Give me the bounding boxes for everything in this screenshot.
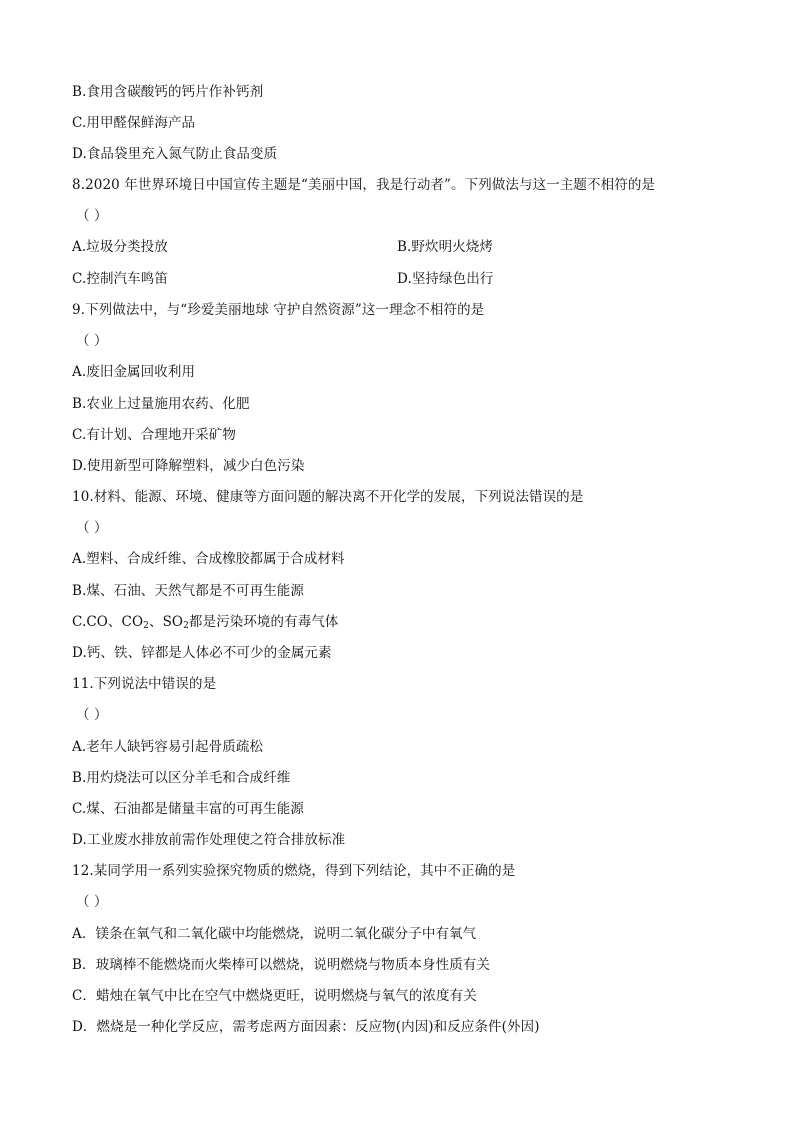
q12-answer-paren: （ ） <box>76 894 108 910</box>
q8-option-a: A.垃圾分类投放 <box>72 239 168 255</box>
q11-option-a: A.老年人缺钙容易引起骨质疏松 <box>72 739 264 755</box>
q8-answer-paren: （ ） <box>76 208 108 224</box>
q12-option-b: B．玻璃棒不能燃烧而火柴棒可以燃烧，说明燃烧与物质本身性质有关 <box>72 957 491 973</box>
q12-option-a: A．镁条在氧气和二氧化碳中均能燃烧，说明二氧化碳分子中有氧气 <box>72 926 477 942</box>
q11-option-d: D.工业废水排放前需作处理使之符合排放标准 <box>72 832 346 848</box>
q10-option-a: A.塑料、合成纤维、合成橡胶都属于合成材料 <box>72 551 345 567</box>
q10-c-subscript-1: 2 <box>143 621 149 631</box>
q10-stem: 10.材料、能源、环境、健康等方面问题的解决离不开化学的发展，下列说法错误的是 <box>72 489 584 505</box>
q8-option-c: C.控制汽车鸣笛 <box>72 271 168 287</box>
q12-option-d: D．燃烧是一种化学反应，需考虑两方面因素：反应物(内因)和反应条件(外因) <box>72 1019 540 1035</box>
q9-option-a: A.废旧金属回收利用 <box>72 364 196 380</box>
q10-option-c <box>72 613 339 631</box>
q9-option-b: B.农业上过量施用农药、化肥 <box>72 396 250 412</box>
q10-c-suffix: 都是污染环境的有毒气体 <box>188 614 339 630</box>
q10-c-prefix: C.CO、CO <box>72 614 144 630</box>
q9-option-c: C.有计划、合理地开采矿物 <box>72 427 236 443</box>
q9-option-d: D.使用新型可降解塑料，减少白色污染 <box>72 458 305 474</box>
q12-option-c: C．蜡烛在氧气中比在空气中燃烧更旺，说明燃烧与氧气的浓度有关 <box>72 988 477 1004</box>
q10-c-mid: 、SO <box>148 614 184 630</box>
q10-c-subscript-2: 2 <box>183 621 189 631</box>
q11-answer-paren: （ ） <box>76 707 108 723</box>
q9-answer-paren: （ ） <box>76 333 108 349</box>
q8-option-b: B.野炊明火烧烤 <box>397 239 494 255</box>
q7-option-c: C.用甲醛保鲜海产品 <box>72 115 196 131</box>
q10-option-d: D.钙、铁、锌都是人体必不可少的金属元素 <box>72 645 332 661</box>
q11-stem: 11.下列说法中错误的是 <box>72 676 217 692</box>
q9-stem: 9.下列做法中，与“珍爱美丽地球 守护自然资源”这一理念不相符的是 <box>72 302 485 318</box>
q10-option-b: B.煤、石油、天然气都是不可再生能源 <box>72 583 305 599</box>
q11-option-b: B.用灼烧法可以区分羊毛和合成纤维 <box>72 770 291 786</box>
q7-option-d: D.食品袋里充入氮气防止食品变质 <box>72 146 278 162</box>
q8-option-d: D.坚持绿色出行 <box>397 271 494 287</box>
q8-stem: 8.2020 年世界环境日中国宣传主题是“美丽中国，我是行动者”。下列做法与这一主题不相符的是 <box>72 177 656 193</box>
q10-answer-paren: （ ） <box>76 520 108 536</box>
q11-option-c: C.煤、石油都是储量丰富的可再生能源 <box>72 801 304 817</box>
q12-stem: 12.某同学用一系列实验探究物质的燃烧，得到下列结论，其中不正确的是 <box>72 863 516 879</box>
q7-option-b: B.食用含碳酸钙的钙片作补钙剂 <box>72 84 264 100</box>
